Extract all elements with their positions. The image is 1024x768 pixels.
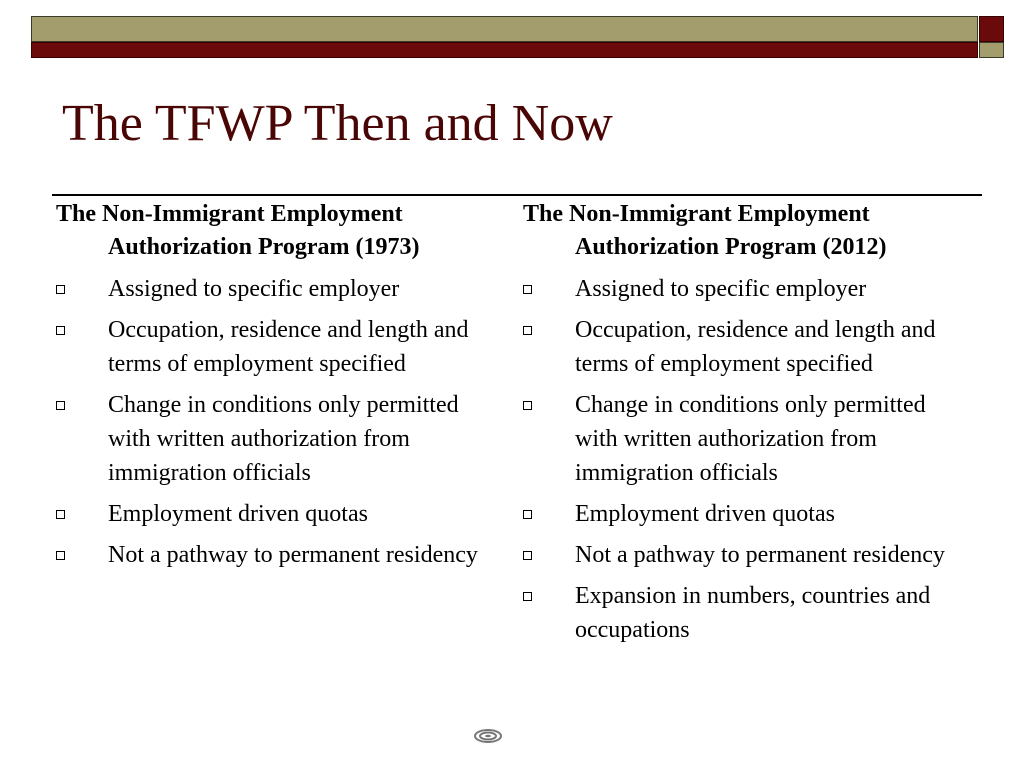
header-square-olive: [979, 42, 1004, 58]
list-item: [523, 497, 963, 531]
list-item-text: Occupation, residence and length and terms of employment specified: [108, 317, 469, 377]
list-item: [523, 388, 963, 490]
bullet-list: [56, 272, 496, 572]
list-item: [523, 538, 963, 572]
list-item-text: Assigned to specific employer: [108, 276, 400, 302]
header-square-maroon: [979, 16, 1004, 42]
square-bullet-icon: [523, 326, 532, 335]
column-1973: [56, 198, 496, 579]
list-item-text: Occupation, residence and length and terms of employment specified: [575, 317, 936, 377]
list-item: [523, 272, 963, 306]
square-bullet-icon: [523, 592, 532, 601]
list-item: [56, 313, 496, 381]
header-bar-olive: [31, 16, 978, 42]
list-item-text: Not a pathway to permanent residency: [108, 542, 478, 568]
list-item: [56, 272, 496, 306]
title-divider: [52, 194, 982, 196]
square-bullet-icon: [523, 510, 532, 519]
list-item: [56, 388, 496, 490]
square-bullet-icon: [56, 510, 65, 519]
column-heading: The Non-Immigrant Employment Authorization Program (1973): [56, 201, 420, 260]
list-item-text: Not a pathway to permanent residency: [575, 542, 945, 568]
list-item-text: Change in conditions only permitted with written authorization from immigration officials: [575, 392, 926, 486]
column-2012: [523, 198, 963, 654]
list-item-text: Assigned to specific employer: [575, 276, 867, 302]
list-item: [56, 538, 496, 572]
list-item-text: Employment driven quotas: [108, 501, 368, 527]
square-bullet-icon: [523, 401, 532, 410]
square-bullet-icon: [56, 401, 65, 410]
square-bullet-icon: [56, 551, 65, 560]
square-bullet-icon: [56, 285, 65, 294]
copyright-swirl-icon: [472, 726, 504, 746]
slide-title: The TFWP Then and Now: [62, 95, 613, 152]
list-item-text: Change in conditions only permitted with written authorization from immigration officials: [108, 392, 459, 486]
bullet-list: [523, 272, 963, 647]
list-item-text: Employment driven quotas: [575, 501, 835, 527]
list-item: [523, 579, 963, 647]
column-heading: The Non-Immigrant Employment Authorization Program (2012): [523, 201, 887, 260]
list-item: [56, 497, 496, 531]
square-bullet-icon: [56, 326, 65, 335]
square-bullet-icon: [523, 551, 532, 560]
square-bullet-icon: [523, 285, 532, 294]
list-item: [523, 313, 963, 381]
header-bar-maroon: [31, 42, 978, 58]
list-item-text: Expansion in numbers, countries and occupations: [575, 583, 931, 643]
